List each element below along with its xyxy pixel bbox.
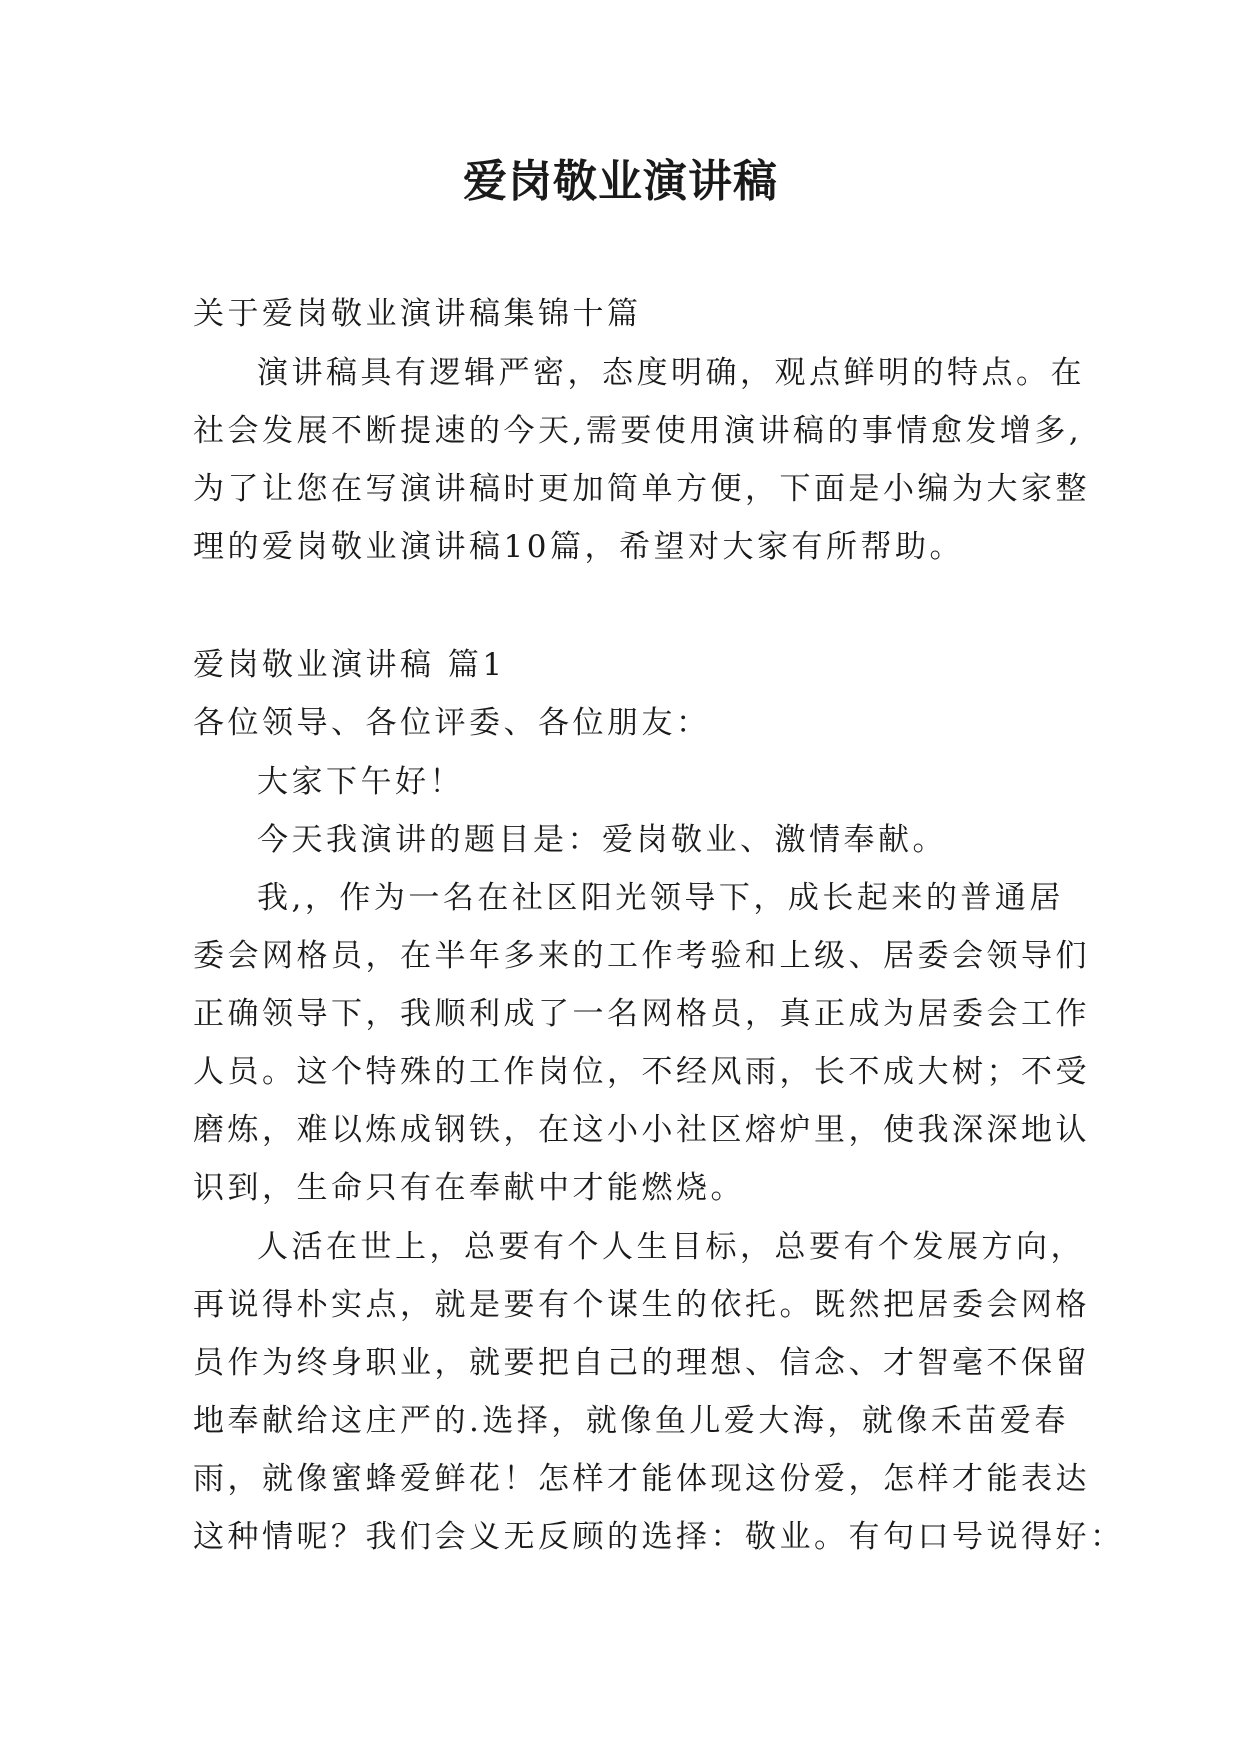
paragraph-2-line-5: 雨，就像蜜蜂爱鲜花！怎样才能体现这份爱，怎样才能表达 [193,1461,1090,1497]
paragraph-1-line-6: 识到，生命只有在奉献中才能燃烧。 [193,1170,745,1206]
paragraph-2-line-1: 人活在世上，总要有个人生目标，总要有个发展方向， [257,1229,1085,1265]
paragraph-1-line-4: 人员。这个特殊的工作岗位，不经风雨，长不成大树；不受 [193,1054,1090,1090]
document-title: 爱岗敬业演讲稿 [463,156,778,207]
intro-line-1: 演讲稿具有逻辑严密，态度明确，观点鲜明的特点。在 [257,355,1085,391]
paragraph-1-line-5: 磨炼，难以炼成钢铁，在这小小社区熔炉里，使我深深地认 [193,1112,1090,1148]
paragraph-1-line-2: 委会网格员，在半年多来的工作考验和上级、居委会领导们 [193,938,1090,974]
paragraph-2-line-6: 这种情呢？我们会义无反顾的选择：敬业。有句口号说得好： [193,1519,1125,1555]
intro-line-4: 理的爱岗敬业演讲稿10篇，希望对大家有所帮助。 [193,529,964,565]
paragraph-1-line-3: 正确领导下，我顺利成了一名网格员，真正成为居委会工作 [193,996,1090,1032]
paragraph-2-line-2: 再说得朴实点，就是要有个谋生的依托。既然把居委会网格 [193,1287,1090,1323]
paragraph-1-line-1: 我,，作为一名在社区阳光领导下，成长起来的普通居 [257,880,1064,916]
greeting: 大家下午好！ [257,764,464,800]
section-heading: 爱岗敬业演讲稿 篇1 [193,647,506,683]
subtitle: 关于爱岗敬业演讲稿集锦十篇 [193,296,642,332]
paragraph-2-line-4: 地奉献给这庄严的.选择，就像鱼儿爱大海，就像禾苗爱春 [193,1403,1069,1439]
intro-line-2: 社会发展不断提速的今天,需要使用演讲稿的事情愈发增多, [193,413,1083,449]
paragraph-2-line-3: 员作为终身职业，就要把自己的理想、信念、才智毫不保留 [193,1345,1090,1381]
salutation: 各位领导、各位评委、各位朋友： [193,705,711,741]
speech-topic: 今天我演讲的题目是：爱岗敬业、激情奉献。 [257,822,947,858]
intro-line-3: 为了让您在写演讲稿时更加简单方便，下面是小编为大家整 [193,471,1090,507]
